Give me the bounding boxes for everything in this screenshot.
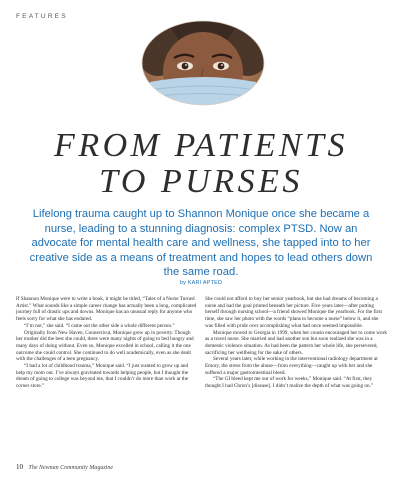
body-paragraph: If Shannon Monique were to write a book, it might be titled, “Tales of a Nurse Turned Artist.” What sounds like a simple career change has actually been a long, complicated journey full of drastic ups and downs. Monique has an unusual reply for anyone who feels sorry for what she has endured. — [16, 296, 197, 323]
body-paragraph: Several years later, while working in the interventional radiology department at Emory, the stress from the abuse—from everything—caught up with her and she suffered a major gastrointestinal bleed. — [205, 356, 378, 376]
headline-line-1: FROM PATIENTS — [54, 127, 348, 164]
page-footer — [16, 463, 113, 471]
body-paragraph: Monique moved to Georgia in 1999, when her cousin encouraged her to come work as a travel nurse. She married and had another son but soon realized she was in a domestic violence situation. As had been the pattern her whole life, she persevered, sacrificing her wellbeing for the sake of others. — [205, 329, 387, 356]
body-paragraph: “I had a lot of childhood trauma,” Monique said. “I just wanted to grow up and help my mom out. I’ve always gravitated towards helping people, but I thought the dream of going to college was beyond me, that I couldn’t do more than work at the corner store.” — [16, 363, 189, 390]
body-paragraph: “The GI bleed kept me out of work for weeks,” Monique said. “At first, they thought I had Chron’s [disease]. I didn’t realize the depth of what was going on.” — [205, 376, 374, 390]
section-label: FEATURES — [16, 13, 68, 20]
body-column-left — [16, 296, 198, 390]
body-paragraph: Originally from New Haven, Connecticut, Monique grew up in poverty. Though her mother did the best she could, there were many nights of going to bed hungry and many days of doing without. Even so, Monique excelled in school, calling it the one outcome she could control. She continued to do well academically, even as she dealt with the challenges of a teen pregnancy. — [16, 329, 194, 363]
portrait-illustration — [140, 20, 266, 106]
magazine-name: The Newnan Community Magazine — [28, 465, 113, 471]
byline: by KARI APTED — [179, 280, 223, 286]
body-paragraph: “I’m not,” she said. “I came out the other side a whole different person.” — [24, 322, 175, 329]
page-number: 10 — [16, 463, 23, 471]
dek-subheading: Lifelong trauma caught up to Shannon Monique once she became a nurse, leading to a stunning diagnosis: complex PTSD. Now an advocate for mental health care and wellness, she tapped into to her creative side as a means of treatment and hopes to lead others down the same road. — [29, 208, 373, 279]
headline-line-2: TO PURSES — [99, 163, 303, 200]
body-column-right — [205, 296, 387, 390]
body-paragraph: She could not afford to buy her senior yearbook, but she had dreams of becoming a nurse and had the goal printed beneath her picture. Five years later—after putting herself through nursing school—a friend showed Monique the yearbook. For the first time, she saw her photo with the words “plans to become a nurse” below it, and she was filled with pride over accomplishing what had once seemed impossible. — [205, 296, 382, 329]
